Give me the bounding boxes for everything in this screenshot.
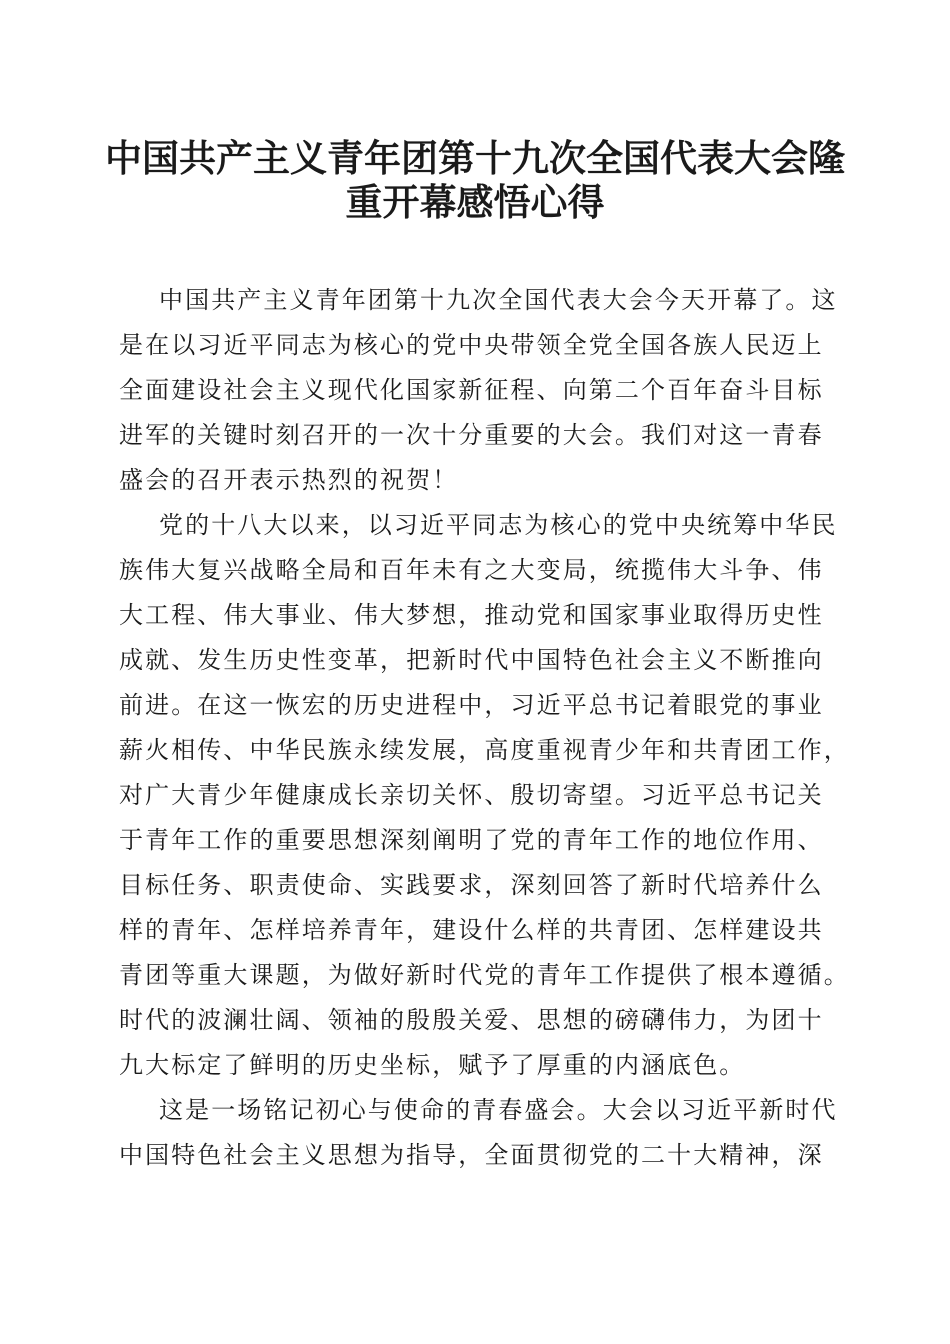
paragraph-2-line: 于青年工作的重要思想深刻阐明了党的青年工作的地位作用、	[119, 826, 824, 854]
paragraph-2-line: 薪火相传、中华民族永续发展，高度重视青少年和共青团工作，	[119, 736, 850, 764]
paragraph-2-line: 成就、发生历史性变革，把新时代中国特色社会主义不断推向	[119, 646, 824, 674]
paragraph-2-line: 对广大青少年健康成长亲切关怀、殷切寄望。习近平总书记关	[119, 781, 824, 809]
paragraph-1-line: 是在以习近平同志为核心的党中央带领全党全国各族人民迈上	[119, 331, 824, 359]
paragraph-2-line: 目标任务、职责使命、实践要求，深刻回答了新时代培养什么	[119, 871, 824, 899]
paragraph-2-line: 样的青年、怎样培养青年，建设什么样的共青团、怎样建设共	[119, 916, 824, 944]
document-body	[119, 278, 850, 1178]
paragraph-2-line: 时代的波澜壮阔、领袖的殷殷关爱、思想的磅礴伟力，为团十	[119, 1006, 824, 1034]
paragraph-3-line: 这是一场铭记初心与使命的青春盛会。大会以习近平新时代	[159, 1096, 838, 1124]
paragraph-2-line: 族伟大复兴战略全局和百年未有之大变局，统揽伟大斗争、伟	[119, 556, 824, 584]
paragraph-2-line: 九大标定了鲜明的历史坐标，赋予了厚重的内涵底色。	[119, 1051, 746, 1079]
title-line: 重开幕感悟心得	[345, 180, 605, 224]
paragraph-3-line: 中国特色社会主义思想为指导，全面贯彻党的二十大精神，深	[119, 1141, 824, 1169]
paragraph-1-line: 盛会的召开表示热烈的祝贺！	[119, 466, 459, 494]
title-line: 中国共产主义青年团第十九次全国代表大会隆	[105, 136, 845, 180]
paragraph-2-line: 大工程、伟大事业、伟大梦想，推动党和国家事业取得历史性	[119, 601, 824, 629]
paragraph-2-line: 青团等重大课题，为做好新时代党的青年工作提供了根本遵循。	[119, 961, 850, 989]
paragraph-2-line: 前进。在这一恢宏的历史进程中，习近平总书记着眼党的事业	[119, 691, 824, 719]
paragraph-1-line: 中国共产主义青年团第十九次全国代表大会今天开幕了。这	[159, 286, 838, 314]
paragraph-2-line: 党的十八大以来，以习近平同志为核心的党中央统筹中华民	[159, 511, 838, 539]
paragraph-1-line: 全面建设社会主义现代化国家新征程、向第二个百年奋斗目标	[119, 376, 824, 404]
paragraph-1-line: 进军的关键时刻召开的一次十分重要的大会。我们对这一青春	[119, 421, 824, 449]
document-title	[100, 136, 850, 224]
